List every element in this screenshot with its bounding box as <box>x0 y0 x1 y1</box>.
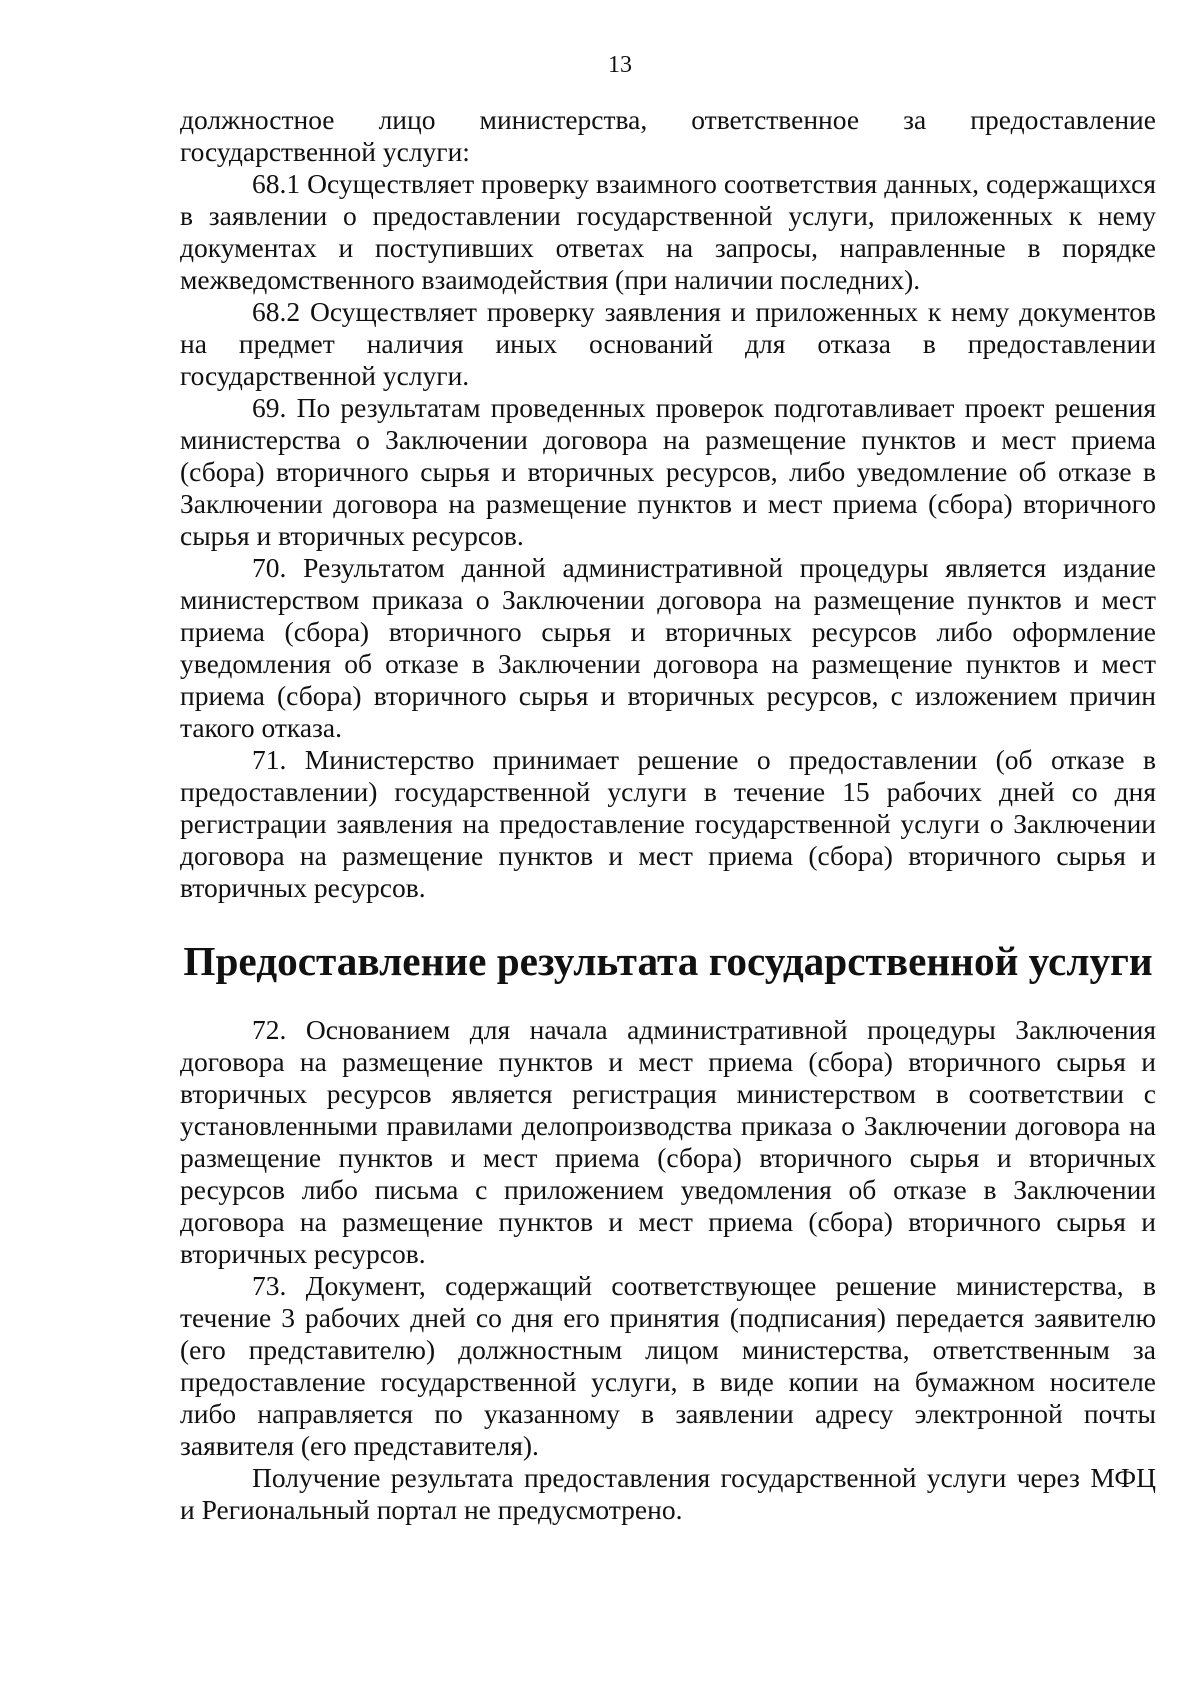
paragraph-69: 69. По результатам проведенных проверок подготавливает проект решения министерства о Заключении договора на размещение пунктов и мест приема (сбора) вторичного сырья и вторичных ресурсов, либо уведомление об отказе в Заключении договора на размещение пунктов и мест приема (сбора) вторичного сырья и вторичных ресурсов. <box>180 392 1156 551</box>
page-number: 13 <box>608 52 632 78</box>
paragraph-71: 71. Министерство принимает решение о предоставлении (об отказе в предоставлении) государственной услуги в течение 15 рабочих дней со дня регистрации заявления на предоставление государственной услуги о Заключении договора на размещение пунктов и мест приема (сбора) вторичного сырья и вторичных ресурсов. <box>180 744 1156 903</box>
paragraph-68-1: 68.1 Осуществляет проверку взаимного соответствия данных, содержащихся в заявлении о предоставлении государственной услуги, приложенных к нему документах и поступивших ответах на запросы, направленные в порядке межведомственного взаимодействия (при наличии последних). <box>180 168 1156 295</box>
paragraph-result-receipt: Получение результата предоставления государственной услуги через МФЦ и Региональный портал не предусмотрено. <box>180 1462 1156 1525</box>
document-body <box>180 104 1156 1526</box>
section-heading: Предоставление результата государственной услуги <box>183 938 1153 984</box>
paragraph-73: 73. Документ, содержащий соответствующее решение министерства, в течение 3 рабочих дней со дня его принятия (подписания) передается заявителю (его представителю) должностным лицом министерства, ответственным за предоставление государственной услуги, в виде копии на бумажном носителе либо направляется по указанному в заявлении адресу электронной почты заявителя (его представителя). <box>180 1270 1156 1461</box>
paragraph-68-2: 68.2 Осуществляет проверку заявления и приложенных к нему документов на предмет наличия иных оснований для отказа в предоставлении государственной услуги. <box>180 296 1156 391</box>
paragraph-continuation: должностное лицо министерства, ответственное за предоставление государственной услуги: <box>180 104 1156 167</box>
paragraph-70: 70. Результатом данной административной процедуры является издание министерством приказа о Заключении договора на размещение пунктов и мест приема (сбора) вторичного сырья и вторичных ресурсов либо оформление уведомления об отказе в Заключении договора на размещение пунктов и мест приема (сбора) вторичного сырья и вторичных ресурсов, с изложением причин такого отказа. <box>180 552 1156 743</box>
paragraph-72: 72. Основанием для начала административной процедуры Заключения договора на размещение пунктов и мест приема (сбора) вторичного сырья и вторичных ресурсов является регистрация министерством в соответствии с установленными правилами делопроизводства приказа о Заключении договора на размещение пунктов и мест приема (сбора) вторичного сырья и вторичных ресурсов либо письма с приложением уведомления об отказе в Заключении договора на размещение пунктов и мест приема (сбора) вторичного сырья и вторичных ресурсов. <box>180 1014 1156 1269</box>
